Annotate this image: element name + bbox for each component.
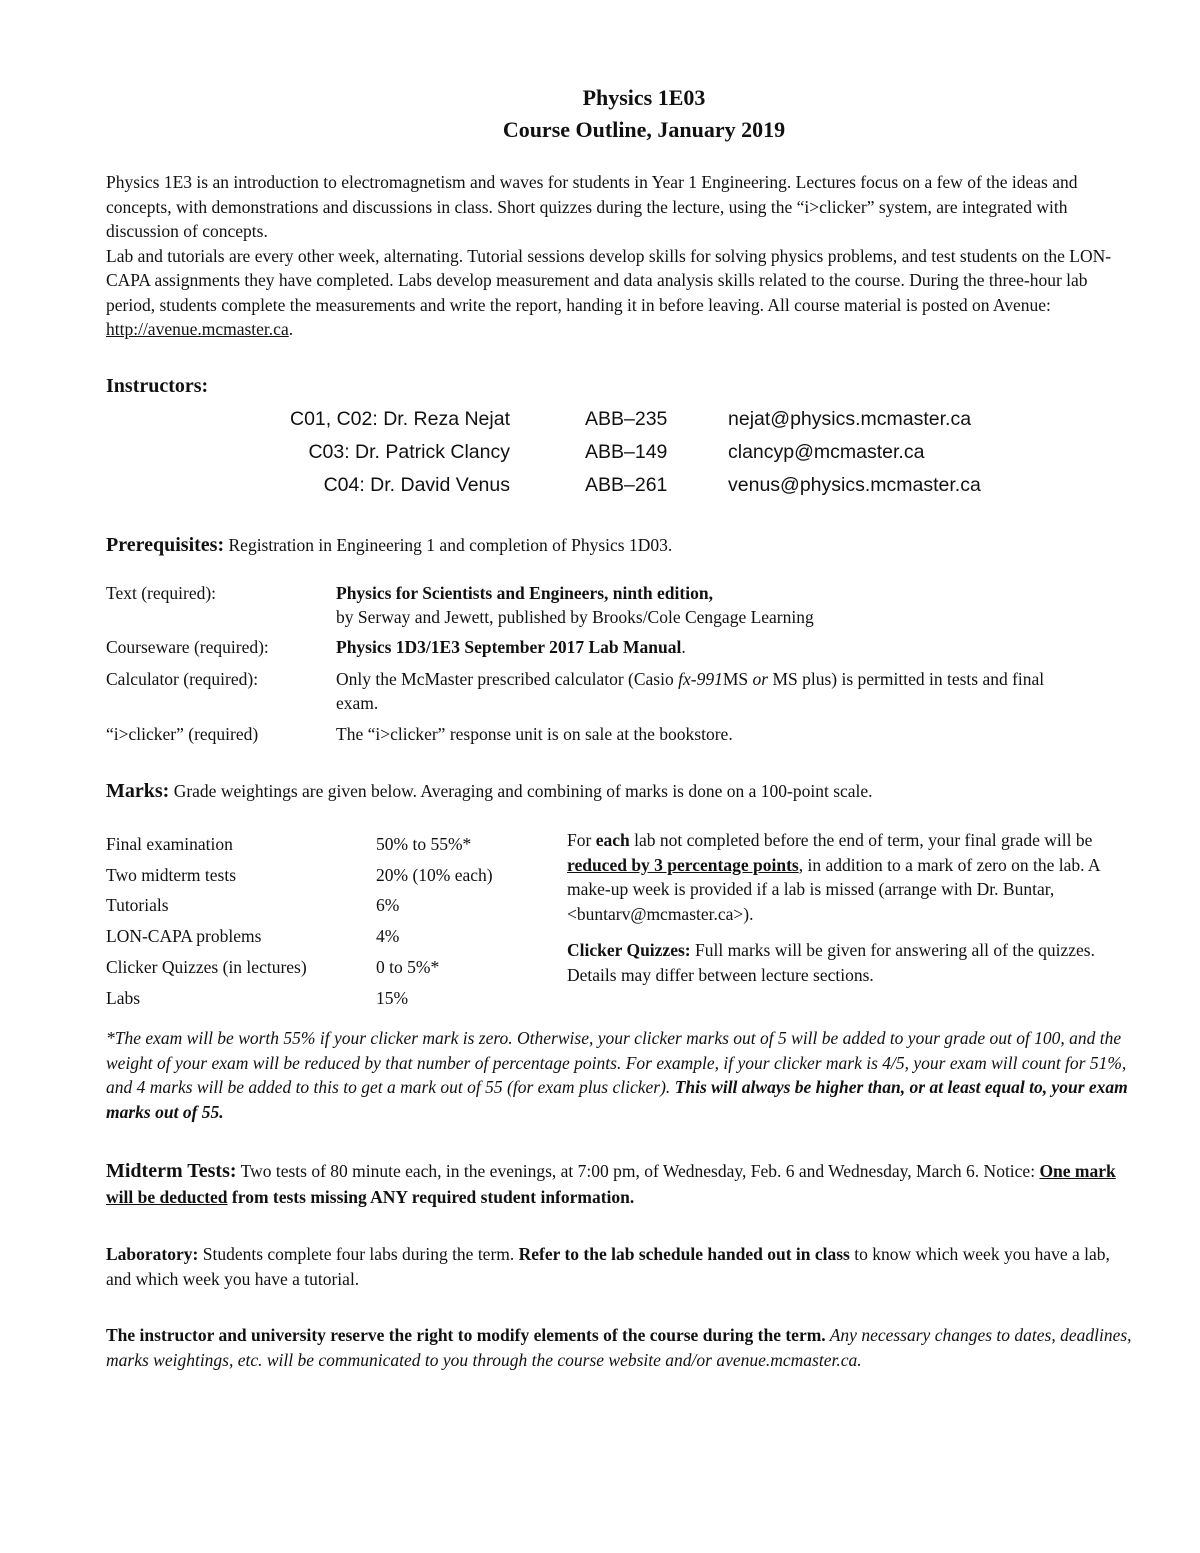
courseware-end: . [681, 637, 686, 657]
calculator-label: Calculator (required): [106, 669, 259, 689]
instructor-name: C04: Dr. David Venus [323, 474, 510, 496]
page-subtitle: Course Outline, January 2019 [502, 117, 786, 142]
clicker-quizzes-heading: Clicker Quizzes: [567, 940, 691, 960]
prerequisites-text: Registration in Engineering 1 and completion of Physics 1D03. [224, 535, 673, 555]
calc-text-a: Only the McMaster prescribed calculator (Casio [336, 669, 679, 689]
mark-row-value: 50% to 55%* [376, 834, 472, 854]
textbook-title: Physics for Scientists and Engineers, ninth edition, [336, 583, 713, 603]
lab-note-reduced: reduced by 3 percentage points [567, 854, 799, 875]
mark-row-label: Clicker Quizzes (in lectures) [106, 957, 307, 977]
intro-text-2: Lab and tutorials are every other week, alternating. Tutorial sessions develop skills for solving physics problems, and test students on the LON-CAPA assignments they have completed. Labs develop measurement and data analysis skills related to the course. During the three-hour lab period, students complete the measurements and write the report, handing it in before leaving. All course material is posted on Avenue: [106, 245, 1112, 315]
mark-row-value: 0 to 5%* [376, 957, 440, 977]
instructor-row [0, 441, 1200, 467]
mark-row-label: Two midterm tests [106, 865, 237, 885]
mark-row-value: 15% [376, 988, 409, 1008]
instructor-office: ABB–149 [585, 441, 668, 463]
instructor-email: venus@physics.mcmaster.ca [728, 474, 981, 496]
calc-text-b: MS [722, 669, 753, 689]
prerequisites-heading: Prerequisites: [106, 534, 225, 556]
laboratory-bold: Refer to the lab schedule handed out in class [518, 1244, 850, 1264]
reserve-rights-note [106, 1323, 1136, 1372]
calc-text-c: MS plus) is permitted in tests and final exam. [336, 669, 1045, 713]
mark-row-label: Final examination [106, 834, 233, 854]
prerequisites-section [106, 533, 672, 558]
instructor-row [0, 474, 1200, 500]
midterm-heading: Midterm Tests: [106, 1160, 237, 1182]
midterm-bold: from tests missing ANY required student information. [227, 1187, 635, 1207]
mark-row-value: 4% [376, 926, 400, 946]
reserve-italic: Any necessary changes to dates, deadlines, marks weightings, etc. will be communicated to you through the course website and/or avenue.mcmaster.ca. [106, 1325, 1132, 1370]
courseware-value [336, 635, 1096, 659]
mark-row-label: Labs [106, 988, 141, 1008]
midterm-text: Two tests of 80 minute each, in the evenings, at 7:00 pm, of Wednesday, Feb. 6 and Wednesday, March 6. Notice: [236, 1161, 1040, 1181]
reserve-bold: The instructor and university reserve the right to modify elements of the course during the term. [106, 1325, 826, 1345]
calc-model: fx-991 [678, 669, 723, 689]
footnote-bold: This will always be higher than, or at least equal to, your exam marks out of 55. [106, 1077, 1128, 1122]
lab-note-a: For [567, 830, 596, 850]
laboratory-text-a: Students complete four labs during the term. [198, 1244, 519, 1264]
lab-note-b: lab not completed before the end of term, your final grade will be [629, 830, 1093, 850]
midterm-section [106, 1158, 1136, 1210]
mark-row-label: Tutorials [106, 895, 169, 915]
footnote-text: *The exam will be worth 55% if your clicker mark is zero. Otherwise, your clicker marks out of 5 will be added to your grade out of 100, and the weight of your exam will be reduced by that number of percentage points. For example, if your clicker mark is 4/5, your exam will count for 51%, and 4 marks will be added to this to get a mark out of 55 (for exam plus clicker). [106, 1028, 1127, 1097]
instructor-row [0, 408, 1200, 434]
lab-manual-title: Physics 1D3/1E3 September 2017 Lab Manual [336, 637, 682, 657]
instructor-office: ABB–261 [585, 474, 668, 496]
intro-paragraph [106, 170, 1126, 342]
mark-row-value: 6% [376, 895, 400, 915]
clicker-quizzes-text: Full marks will be given for answering all of the quizzes. Details may differ between lecture sections. [567, 940, 1095, 985]
lab-penalty-note [567, 828, 1127, 987]
text-required-value [336, 581, 1096, 629]
instructor-office: ABB–235 [585, 408, 668, 430]
instructor-email: nejat@physics.mcmaster.ca [728, 408, 972, 430]
midterm-underlined: One mark will be deducted [106, 1161, 1116, 1207]
instructor-name: C01, C02: Dr. Reza Nejat [289, 408, 510, 430]
lab-note-c: , in addition to a mark of zero on the lab. A make-up week is provided if a lab is missed (arrange with Dr. Buntar, <buntarv@mcmaster.ca>). [567, 854, 1100, 924]
instructors-heading: Instructors: [106, 375, 209, 397]
avenue-link[interactable]: http://avenue.mcmaster.ca [106, 319, 289, 339]
lab-note-each: each [595, 830, 630, 850]
page-title: Physics 1E03 [582, 85, 706, 110]
clicker-label: “i>clicker” (required) [106, 724, 259, 744]
intro-text-1: Physics 1E3 is an introduction to electromagnetism and waves for students in Year 1 Engineering. Lectures focus on a few of the ideas and concepts, with demonstrations and discussions in class. Short quizzes during the lecture, using the “i>clicker” system, are integrated with discussion of concepts. [106, 172, 1078, 241]
calc-or: or [752, 669, 769, 689]
calculator-value [336, 667, 1076, 715]
clicker-value: The “i>clicker” response unit is on sale at the bookstore. [336, 724, 733, 744]
marks-section [106, 779, 873, 804]
mark-row-label: LON-CAPA problems [106, 926, 262, 946]
textbook-authors: by Serway and Jewett, published by Brooks/Cole Cengage Learning [336, 607, 814, 627]
exam-footnote [106, 1026, 1136, 1124]
courseware-label: Courseware (required): [106, 637, 269, 657]
laboratory-text-b: to know which week you have a lab, and which week you have a tutorial. [106, 1244, 1110, 1289]
intro-end: . [288, 319, 294, 339]
marks-text: Grade weightings are given below. Averaging and combining of marks is done on a 100-point scale. [169, 781, 873, 801]
instructor-name: C03: Dr. Patrick Clancy [308, 441, 510, 463]
instructor-email: clancyp@mcmaster.ca [728, 441, 925, 463]
marks-heading: Marks: [106, 780, 170, 802]
mark-row-value: 20% (10% each) [376, 865, 493, 885]
laboratory-heading: Laboratory: [106, 1244, 199, 1264]
text-required-label: Text (required): [106, 583, 217, 603]
laboratory-section [106, 1242, 1136, 1291]
